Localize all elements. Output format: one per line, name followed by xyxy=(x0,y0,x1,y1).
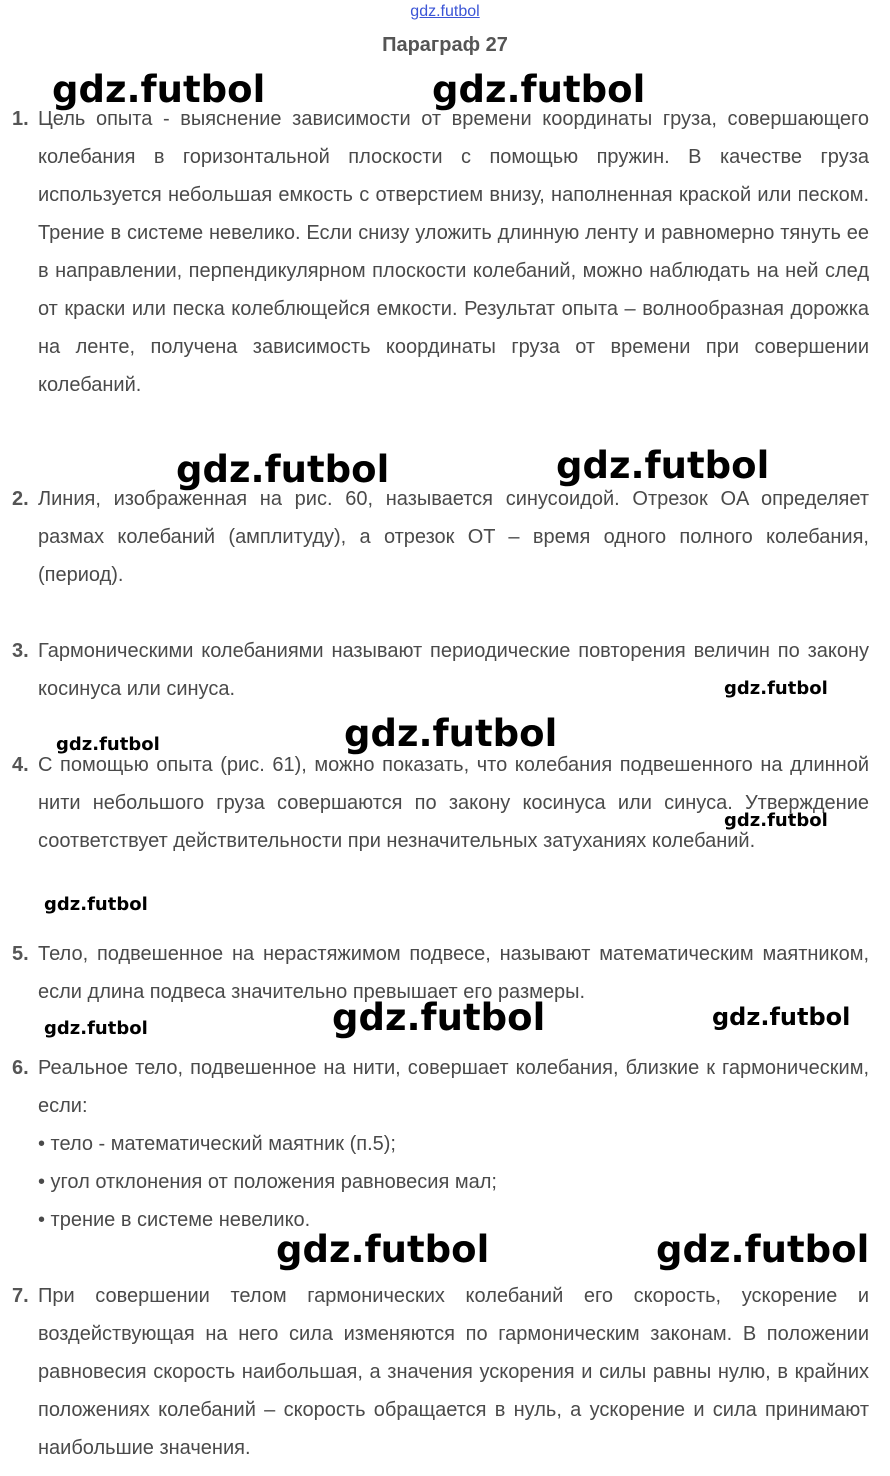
watermark: gdz.futbol xyxy=(724,678,828,699)
bullet-item: • тело - математический маятник (п.5); xyxy=(38,1133,396,1155)
item-text: Тело, подвешенное на нерастяжимом подвесе, называют математическим маятником, если длина подвеса значительно превышает его размеры. xyxy=(38,943,869,1003)
watermark: gdz.futbol xyxy=(724,810,828,831)
watermark: gdz.futbol xyxy=(276,1228,490,1271)
item-number: 3. xyxy=(12,640,29,662)
item-number: 4. xyxy=(12,754,29,776)
item-number: 6. xyxy=(12,1057,29,1079)
watermark: gdz.futbol xyxy=(56,734,160,755)
watermark: gdz.futbol xyxy=(712,1003,851,1031)
bullet-item: • угол отклонения от положения равновесия мал; xyxy=(38,1171,497,1193)
page-title: Параграф 27 xyxy=(382,34,508,56)
item-text: Гармоническими колебаниями называют периодические повторения величин по закону косинуса или синуса. xyxy=(38,640,869,700)
bullet-item: • трение в системе невелико. xyxy=(38,1209,311,1231)
item-number: 2. xyxy=(12,488,29,510)
watermark: gdz.futbol xyxy=(332,996,546,1039)
item-text: С помощью опыта (рис. 61), можно показать, что колебания подвешенного на длинной нити небольшого груза совершаются по закону косинуса или синуса. Утверждение соответствует действительности при незначительных затуханиях колебаний. xyxy=(38,754,869,852)
watermark: gdz.futbol xyxy=(176,448,390,491)
item-text: Реальное тело, подвешенное на нити, совершает колебания, близкие к гармоническим, если: xyxy=(38,1057,869,1117)
item-number: 7. xyxy=(12,1285,29,1307)
item-content xyxy=(38,1049,869,1239)
watermark: gdz.futbol xyxy=(44,1018,148,1039)
watermark: gdz.futbol xyxy=(556,444,770,487)
item-number: 1. xyxy=(12,108,29,130)
watermark: gdz.futbol xyxy=(52,68,266,111)
watermark: gdz.futbol xyxy=(656,1228,870,1271)
header-watermark-link[interactable]: gdz.futbol xyxy=(410,3,480,20)
item-text: Цель опыта - выяснение зависимости от времени координаты груза, совершающего колебания в горизонтальной плоскости с помощью пружин. В качестве груза используется небольшая емкость с отверстием внизу, наполненная краской или песком. Трение в системе невелико. Если снизу уложить длинную ленту и равномерно тянуть ее в направлении, перпендикулярном плоскости колебаний, можно наблюдать на ней след от краски или песка колеблющейся емкости. Результат опыта – волнообразная дорожка на ленте, получена зависимость координаты груза от времени при совершении колебаний. xyxy=(38,108,869,396)
watermark: gdz.futbol xyxy=(44,894,148,915)
watermark: gdz.futbol xyxy=(432,68,646,111)
item-text: Линия, изображенная на рис. 60, называется синусоидой. Отрезок OA определяет размах колебаний (амплитуду), а отрезок OT – время одного полного колебания, (период). xyxy=(38,488,869,586)
item-number: 5. xyxy=(12,943,29,965)
item-text: При совершении телом гармонических колебаний его скорость, ускорение и воздействующая на него сила изменяются по гармоническим законам. В положении равновесия скорость наибольшая, а значения ускорения и силы равны нулю, в крайних положениях колебаний – скорость обращается в нуль, а ускорение и сила принимают наибольшие значения. xyxy=(38,1285,869,1459)
watermark: gdz.futbol xyxy=(344,712,558,755)
bullet-list xyxy=(38,1125,869,1239)
